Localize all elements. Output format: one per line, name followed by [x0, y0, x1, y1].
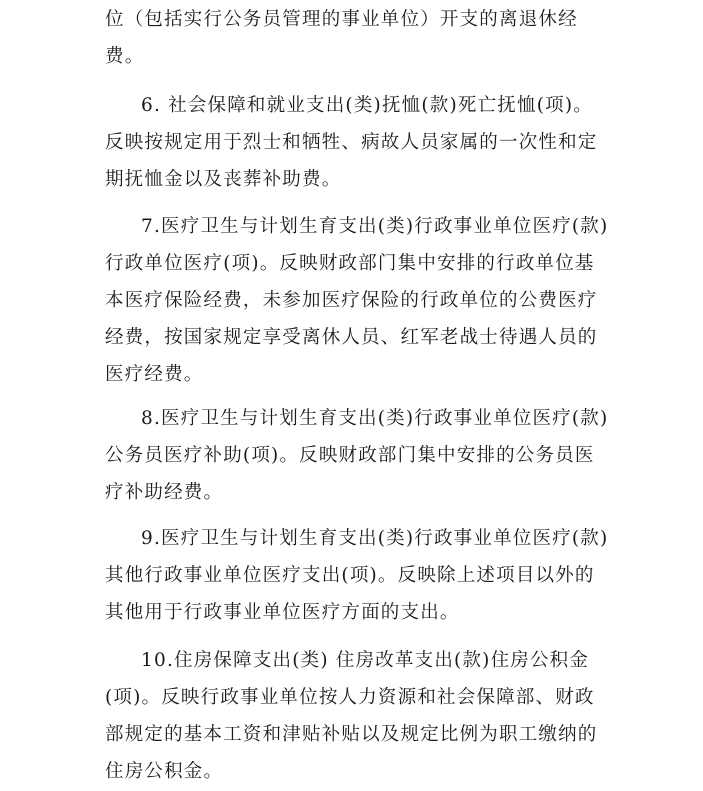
text-line: 本医疗保险经费，未参加医疗保险的行政单位的公费医疗	[105, 290, 598, 311]
text-line: 其他行政事业单位医疗支出(项)。反映除上述项目以外的	[105, 565, 595, 586]
text-line: 行政单位医疗(项)。反映财政部门集中安排的行政单位基	[105, 253, 595, 274]
text-line: 期抚恤金以及丧葬补助费。	[105, 169, 342, 190]
text-line: 6. 社会保障和就业支出(类)抚恤(款)死亡抚恤(项)。	[141, 95, 593, 116]
text-line: 其他用于行政事业单位医疗方面的支出。	[105, 602, 460, 623]
text-line: (项)。反映行政事业单位按人力资源和社会保障部、财政	[105, 687, 595, 708]
paragraph-item-7	[105, 208, 609, 393]
paragraph-item-6	[105, 87, 605, 198]
text-line: 费。	[105, 46, 145, 67]
paragraph-item-9	[105, 520, 609, 631]
paragraph-item-8	[105, 400, 609, 511]
text-line: 经费，按国家规定享受离休人员、红军老战士待遇人员的	[105, 327, 598, 348]
text-line: 疗补助经费。	[105, 482, 224, 503]
text-line: 部规定的基本工资和津贴补贴以及规定比例为职工缴纳的	[105, 724, 598, 745]
text-line: 公务员医疗补助(项)。反映财政部门集中安排的公务员医	[105, 445, 595, 466]
text-line: 住房公积金。	[105, 761, 224, 782]
text-line: 医疗经费。	[105, 364, 204, 385]
text-line: 10.住房保障支出(类) 住房改革支出(款)住房公积金	[141, 650, 590, 671]
text-line: 9.医疗卫生与计划生育支出(类)行政事业单位医疗(款)	[141, 528, 609, 549]
paragraph-item-10	[105, 642, 605, 790]
text-line: 7.医疗卫生与计划生育支出(类)行政事业单位医疗(款)	[141, 216, 609, 237]
text-line: 8.医疗卫生与计划生育支出(类)行政事业单位医疗(款)	[141, 408, 609, 429]
text-line: 反映按规定用于烈士和牺牲、病故人员家属的一次性和定	[105, 132, 598, 153]
paragraph-continuation	[105, 1, 605, 75]
text-line: 位（包括实行公务员管理的事业单位）开支的离退休经	[105, 9, 578, 30]
